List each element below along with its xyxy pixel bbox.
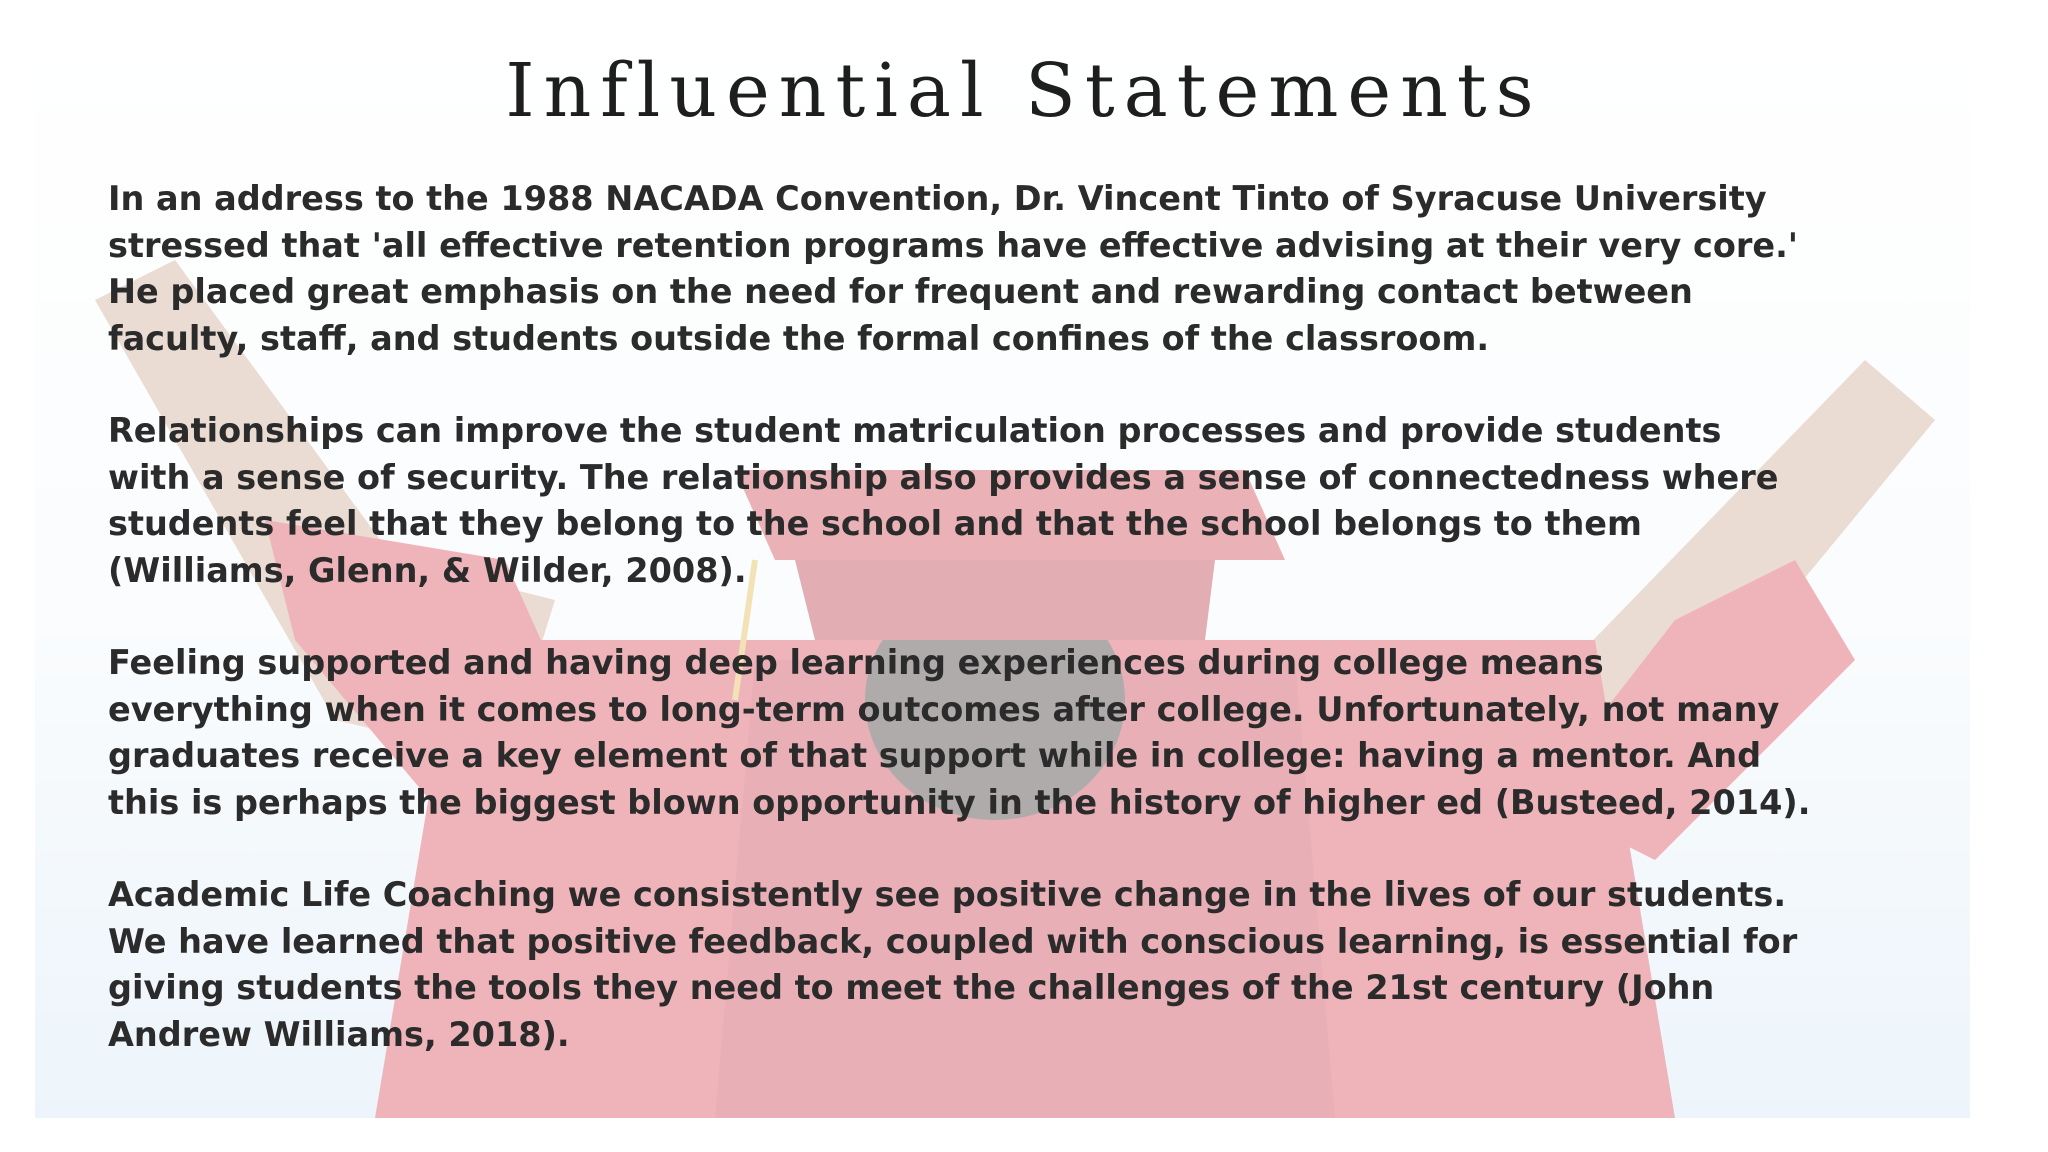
paragraph-line: faculty, staff, and students outside the formal confines of the classroom. [108, 318, 1490, 358]
paragraph-line: He placed great emphasis on the need for frequent and rewarding contact between [108, 272, 1693, 311]
paragraph-support [108, 640, 1958, 826]
paragraph-line: with a sense of security. The relationship also provides a sense of connectedness where [108, 457, 1779, 497]
paragraph-line: everything when it comes to long-term outcomes after college. Unfortunately, not many [108, 689, 1780, 729]
paragraph-line: giving students the tools they need to meet the challenges of the 21st century (John [108, 968, 1715, 1007]
paragraph-relationships [108, 408, 1958, 594]
paragraph-line: (Williams, Glenn, & Wilder, 2008). [108, 550, 747, 590]
paragraph-line: this is perhaps the biggest blown opportunity in the history of higher ed (Busteed, 2014). [108, 782, 1811, 822]
paragraph-tinto [108, 176, 1958, 362]
paragraph-line: In an address to the 1988 NACADA Convention, Dr. Vincent Tinto of Syracuse University [108, 179, 1767, 218]
paragraph-line: stressed that 'all effective retention programs have effective advising at their very core.' [108, 225, 1799, 265]
paragraph-line: Feeling supported and having deep learning experiences during college means [108, 643, 1604, 682]
paragraph-coaching [108, 872, 1958, 1058]
slide-body [108, 176, 1958, 1104]
slide-title: Influential Statements [505, 48, 1543, 134]
paragraph-line: Andrew Williams, 2018). [108, 1014, 570, 1054]
paragraph-line: Academic Life Coaching we consistently see positive change in the lives of our students. [108, 875, 1787, 914]
paragraph-line: We have learned that positive feedback, coupled with conscious learning, is essential for [108, 921, 1798, 961]
paragraph-line: graduates receive a key element of that support while in college: having a mentor. And [108, 736, 1762, 775]
paragraph-line: Relationships can improve the student matriculation processes and provide students [108, 411, 1722, 450]
paragraph-line: students feel that they belong to the school and that the school belongs to them [108, 504, 1642, 543]
